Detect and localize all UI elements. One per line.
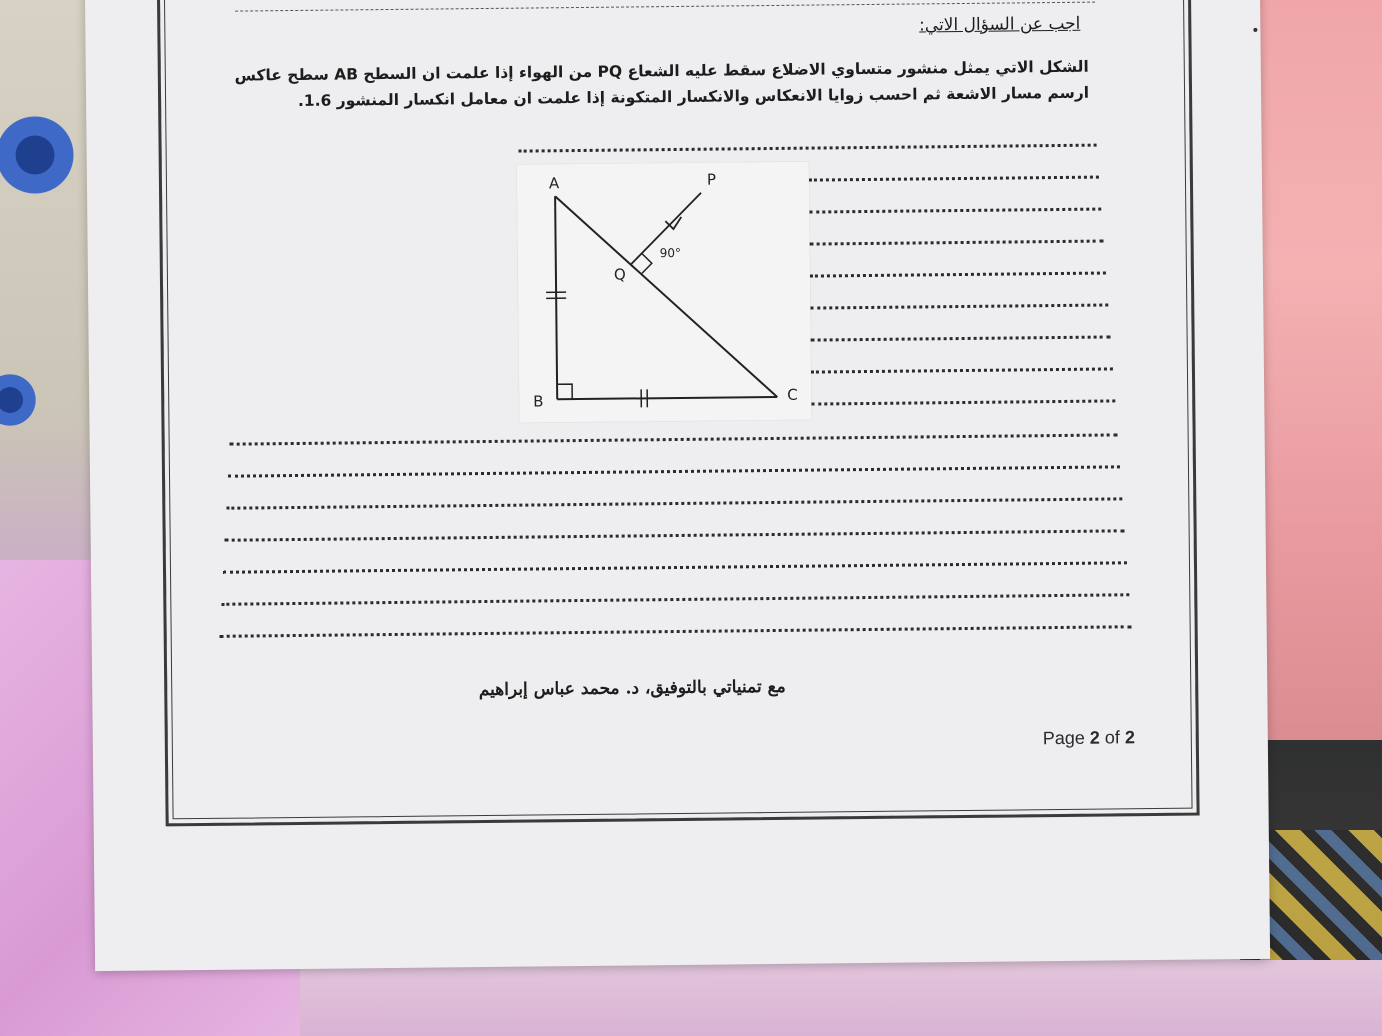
prism-diagram: [517, 162, 812, 423]
vertex-label-b: B: [533, 392, 544, 411]
question-text-line-1: الشكل الاتي يمثل منشور متساوي الاضلاع سقط عليه الشعاع PQ من الهواء إذا علمت ان السطح AB سطح عاكس: [234, 57, 1089, 85]
prism-figure: [517, 162, 812, 423]
question-heading: اجب عن السؤال الاتي:: [919, 13, 1081, 36]
background-bottom: [300, 960, 1382, 1036]
page-total: 2: [1124, 727, 1135, 748]
point-label-q: Q: [613, 265, 626, 284]
side-ac: [555, 194, 777, 399]
vertex-label-a: A: [548, 174, 560, 193]
page-number: [1043, 727, 1203, 750]
right-angle-mark-b: [557, 384, 572, 399]
point-label-p: P: [706, 170, 717, 189]
right-angle-mark-q: [642, 253, 652, 273]
bullet-dot: [1253, 28, 1257, 32]
worksheet-page: [85, 0, 1270, 971]
page-prefix: Page: [1042, 727, 1090, 749]
angle-label: 90°: [659, 245, 682, 261]
teacher-signature: مع تمنياتي بالتوفيق، د. محمد عباس إبراهيم: [478, 676, 786, 701]
vertex-label-c: C: [787, 385, 798, 404]
page-current: 2: [1089, 727, 1100, 748]
page-separator: of: [1099, 727, 1125, 748]
side-bc: [557, 397, 777, 399]
question-text-line-2: ارسم مسار الاشعة ثم احسب زوايا الانعكاس والانكسار المتكونة إذا علمت ان معامل انكسار المنشور 1.6.: [297, 83, 1090, 110]
